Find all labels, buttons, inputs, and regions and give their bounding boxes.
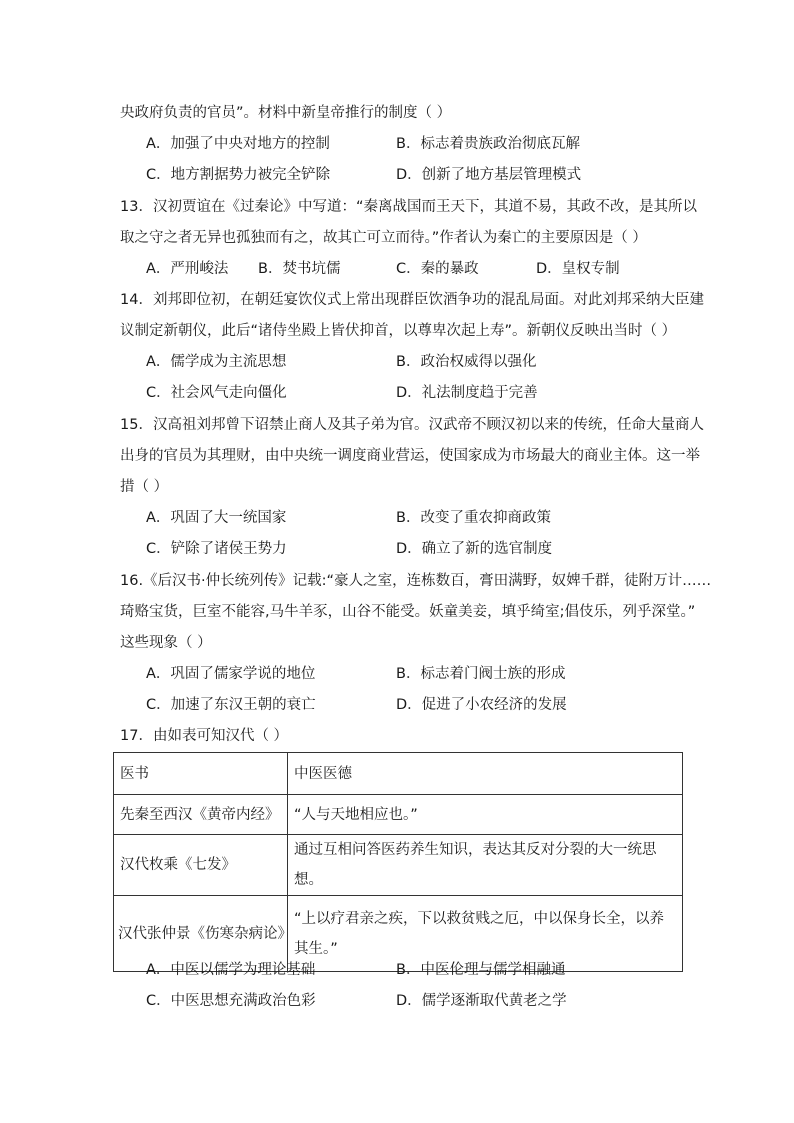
- table-header-cell: 医书: [114, 753, 288, 795]
- question-12-stem-tail: 央政府负责的官员”。材料中新皇帝推行的制度（ ）: [120, 105, 452, 121]
- option-13-b[interactable]: B．焚书坑儒: [258, 261, 341, 277]
- table-cell-book: 先秦至西汉《黄帝内经》: [114, 795, 288, 835]
- option-14-b[interactable]: B．政治权威得以强化: [396, 354, 537, 370]
- option-16-c[interactable]: C．加速了东汉王朝的衰亡: [146, 697, 316, 713]
- question-16-stem: 16.《后汉书·仲长统列传》记载:“豪人之室，连栋数百，膏田满野，奴婢千群，徒附万计……: [120, 573, 712, 589]
- option-12-a[interactable]: A．加强了中央对地方的控制: [146, 136, 330, 152]
- table-header-row: [114, 753, 683, 795]
- option-15-b[interactable]: B．改变了重农抑商政策: [396, 510, 551, 526]
- table-row: [114, 795, 683, 835]
- option-15-c[interactable]: C．铲除了诸侯王势力: [146, 541, 287, 557]
- question-15-stem: 15．汉高祖刘邦曾下诏禁止商人及其子弟为官。汉武帝不顾汉初以来的传统，任命大量商人: [120, 417, 704, 433]
- table-cell-ethic: “上以疗君亲之疾，下以救贫贱之厄，中以保身长全，以养其生。”: [288, 896, 683, 972]
- question-13-stem: 13．汉初贾谊在《过秦论》中写道：“秦离战国而王天下，其道不易，其政不改，是其所以: [120, 199, 697, 215]
- option-12-c[interactable]: C．地方割据势力被完全铲除: [146, 167, 331, 183]
- option-17-b[interactable]: B．中医伦理与儒学相融通: [396, 962, 566, 978]
- table-header-cell: 中医医德: [288, 753, 683, 795]
- question-16-stem-line3: 这些现象（ ）: [120, 635, 212, 651]
- option-14-d[interactable]: D．礼法制度趋于完善: [396, 385, 538, 401]
- question-13-stem-line2: 取之守之者无异也孤独而有之，故其亡可立而待。”作者认为秦亡的主要原因是（ ）: [120, 230, 647, 246]
- option-15-d[interactable]: D．确立了新的选官制度: [396, 541, 553, 557]
- option-12-b[interactable]: B．标志着贵族政治彻底瓦解: [396, 136, 580, 152]
- question-14-stem-line2: 议制定新朝仪，此后“诸侍坐殿上皆伏抑首，以尊卑次起上寿”。新朝仪反映出当时（ ）: [120, 323, 677, 339]
- option-13-a[interactable]: A．严刑峻法: [146, 261, 229, 277]
- question-15-stem-line3: 措（ ）: [120, 479, 169, 495]
- option-14-a[interactable]: A．儒学成为主流思想: [146, 354, 287, 370]
- option-12-d[interactable]: D．创新了地方基层管理模式: [396, 167, 582, 183]
- option-15-a[interactable]: A．巩固了大一统国家: [146, 510, 287, 526]
- option-16-a[interactable]: A．巩固了儒家学说的地位: [146, 666, 316, 682]
- question-15-stem-line2: 出身的官员为其理财，由中央统一调度商业营运，使国家成为市场最大的商业主体。这一举: [120, 448, 700, 464]
- question-14-stem: 14．刘邦即位初，在朝廷宴饮仪式上常出现群臣饮酒争功的混乱局面。对此刘邦采纳大臣建: [120, 292, 704, 308]
- table-row: [114, 835, 683, 896]
- option-16-b[interactable]: B．标志着门阀士族的形成: [396, 666, 566, 682]
- table-cell-book: 汉代枚乘《七发》: [114, 835, 288, 896]
- table-cell-ethic: “人与天地相应也。”: [288, 795, 683, 835]
- medical-books-table: [113, 752, 683, 972]
- question-16-stem-line2: 琦赂宝货，巨室不能容,马牛羊豕，山谷不能受。妖童美妾，填乎绮室;倡伎乐，列乎深堂。”: [120, 604, 696, 620]
- option-14-c[interactable]: C．社会风气走向僵化: [146, 385, 287, 401]
- option-17-c[interactable]: C．中医思想充满政治色彩: [146, 993, 316, 1009]
- option-13-c[interactable]: C．秦的暴政: [396, 261, 479, 277]
- question-17-stem: 17．由如表可知汉代（ ）: [120, 728, 289, 744]
- option-17-a[interactable]: A．中医以儒学为理论基础: [146, 962, 316, 978]
- option-16-d[interactable]: D．促进了小农经济的发展: [396, 697, 567, 713]
- table-cell-book: 汉代张仲景《伤寒杂病论》: [114, 896, 288, 972]
- option-13-d[interactable]: D．皇权专制: [536, 261, 620, 277]
- option-17-d[interactable]: D．儒学逐渐取代黄老之学: [396, 993, 567, 1009]
- table-cell-ethic: 通过互相问答医药养生知识，表达其反对分裂的大一统思想。: [288, 835, 683, 896]
